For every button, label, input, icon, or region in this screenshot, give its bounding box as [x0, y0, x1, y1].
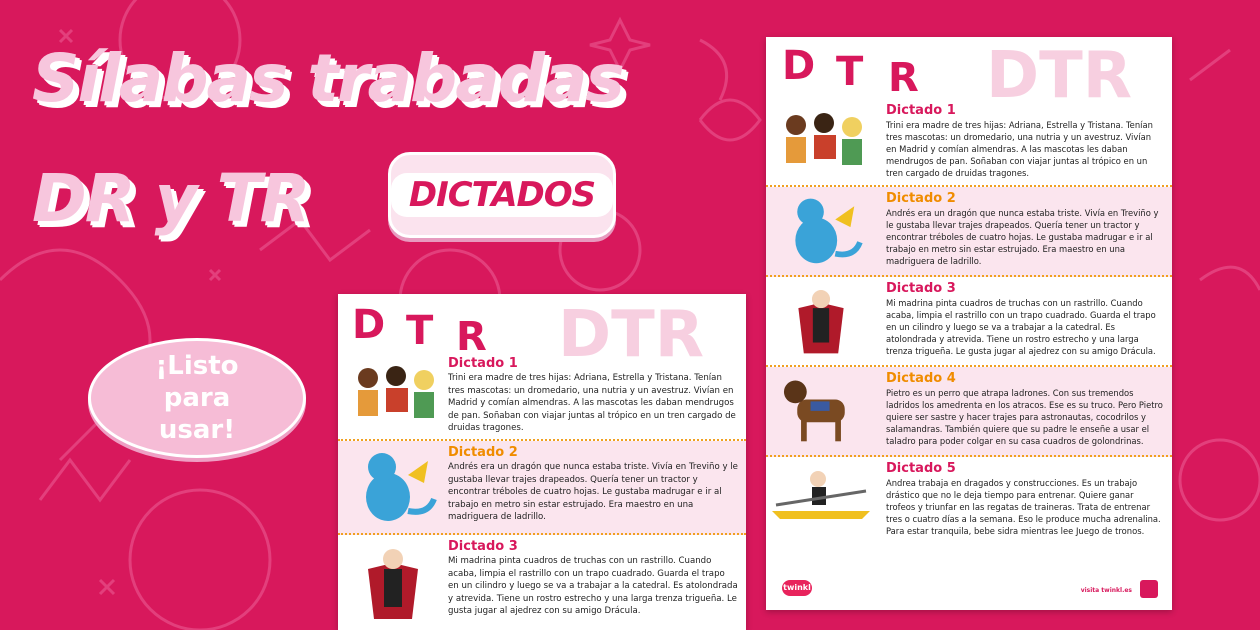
- dictado-text: Andrea trabaja en dragados y construcciones. Es un trabajo drástico que no le deja tiempo para entrenar. Quiere ganar trofeos y triunfar en las regatas de traineras. Trata de entrenar tres o cuatro días a la semana. Eso le produce mucha adrenalina. Para estar tranquila, bebe sidra mientras lee Juego de tronos.: [886, 478, 1161, 536]
- dictado-3: [766, 277, 1172, 367]
- dictado-text: Mi madrina pinta cuadros de truchas con un rastrillo. Cuando acaba, limpia el rastrillo con un trapo cuadrado. Guarda el trapo en un cilindro y luego se va a trabajar a la catedral. Es atolondrada y atrevida. Tiene un rostro estrecho y una larga trenza trigueña. Le gusta jugar al ajedrez con su amigo Drácula.: [886, 298, 1156, 356]
- dictado-text: Trini era madre de tres hijas: Adriana, Estrella y Tristana. Tenían tres mascotas: un dromedario, una nutria y un avestruz. Vivían en Madrid y comían almendras. A las mascotas les daban mendrugos de pan. Soñaban con viajar juntas al trópico en un tren cargado de druidas tragones.: [886, 120, 1153, 178]
- visit-text: visita twinkl.es: [1080, 587, 1132, 594]
- dictado-title: Dictado 3: [886, 281, 956, 296]
- dictado-title: Dictado 1: [886, 103, 956, 118]
- ghost-letters: DTR: [558, 298, 705, 372]
- dictado-4: [766, 367, 1172, 457]
- letter-t: T: [836, 49, 864, 95]
- worksheet-preview-left: [338, 294, 746, 630]
- dictado-text: Andrés era un dragón que nunca estaba triste. Vivía en Treviño y le gustaba llevar trajes drapeados. Quería tener un tractor y encontrar tréboles de cuatro hojas. Le gustaba madrugar e ir al trabajo en metro sin estar estrujado. Era maestro en una madriguera de ladrillo.: [448, 461, 738, 523]
- dictado-title: Dictado 3: [448, 538, 518, 554]
- footer-logo-icon: [1140, 580, 1158, 598]
- dragon-icon: [766, 191, 886, 271]
- letter-d: D: [782, 43, 816, 89]
- twinkl-logo: twinkl: [782, 580, 812, 596]
- dragon-icon: [338, 445, 448, 529]
- letter-t: T: [406, 308, 434, 354]
- dictado-2: [338, 441, 746, 535]
- main-title-line1: Sílabas trabadas: [32, 40, 623, 117]
- rower-icon: [766, 461, 886, 537]
- dictado-2: [766, 187, 1172, 277]
- oval-label: ¡Listo para usar!: [155, 351, 239, 445]
- letter-r: R: [888, 55, 919, 101]
- dictado-title: Dictado 2: [886, 191, 956, 206]
- dictado-title: Dictado 4: [886, 371, 956, 386]
- dictado-title: Dictado 2: [448, 444, 518, 460]
- dictado-text: Mi madrina pinta cuadros de truchas con un rastrillo. Cuando acaba, limpia el rastrillo con un trapo cuadrado. Guarda el trapo en un cilindro y luego se va a trabajar a la catedral. Es atolondrada y atrevida. Tiene un rostro estrecho y una larga trenza trigueña. Le gusta jugar al ajedrez con su amigo Drácula.: [448, 555, 738, 617]
- ready-to-use-oval: [88, 338, 306, 458]
- dictados-badge: [388, 152, 616, 238]
- worksheet-preview-right: [766, 37, 1172, 610]
- dictado-text: Trini era madre de tres hijas: Adriana, Estrella y Tristana. Tenían tres mascotas: un dromedario, una nutria y un avestruz. Vivían en Madrid y comían almendras. A las mascotas les daban mendrugos de pan. Soñaban con viajar juntas al trópico en un tren cargado de druidas tragones.: [448, 373, 736, 434]
- ghost-letters: DTR: [986, 39, 1133, 113]
- dictado-text: Andrés era un dragón que nunca estaba triste. Vivía en Treviño y le gustaba llevar trajes drapeados. Quería tener un tractor y encontrar tréboles de cuatro hojas. Le gustaba madrugar e ir al trabajo en metro sin estar estrujado. Era maestro en una madriguera de ladrillo.: [886, 208, 1159, 266]
- dracula-icon: [766, 281, 886, 361]
- dictado-5: [766, 457, 1172, 541]
- children-icon: [766, 103, 886, 181]
- badge-label: DICTADOS: [408, 175, 596, 215]
- dictado-title: Dictado 1: [448, 356, 518, 371]
- dog-icon: [766, 371, 886, 451]
- sheet-footer: [766, 566, 1172, 610]
- letter-d: D: [352, 302, 386, 348]
- children-icon: [338, 356, 448, 435]
- dictado-3: [338, 535, 746, 630]
- letter-r: R: [456, 314, 487, 360]
- dictado-1: [338, 352, 746, 441]
- dictado-text: Pietro es un perro que atrapa ladrones. Con sus tremendos ladridos los amedrenta en los atracos. Ese es su truco. Pero Pietro quiere ser sastre y hacer trajes para astronautas, cocodrilos y salamandras. También quiere que su padre le enseñe a usar el taladro para poder colgar en su casa cuadros de golondrinas.: [886, 388, 1163, 446]
- dracula-icon: [338, 539, 448, 627]
- dictado-1: [766, 99, 1172, 187]
- main-title-line2: DR y TR: [32, 160, 309, 237]
- dictado-title: Dictado 5: [886, 461, 956, 476]
